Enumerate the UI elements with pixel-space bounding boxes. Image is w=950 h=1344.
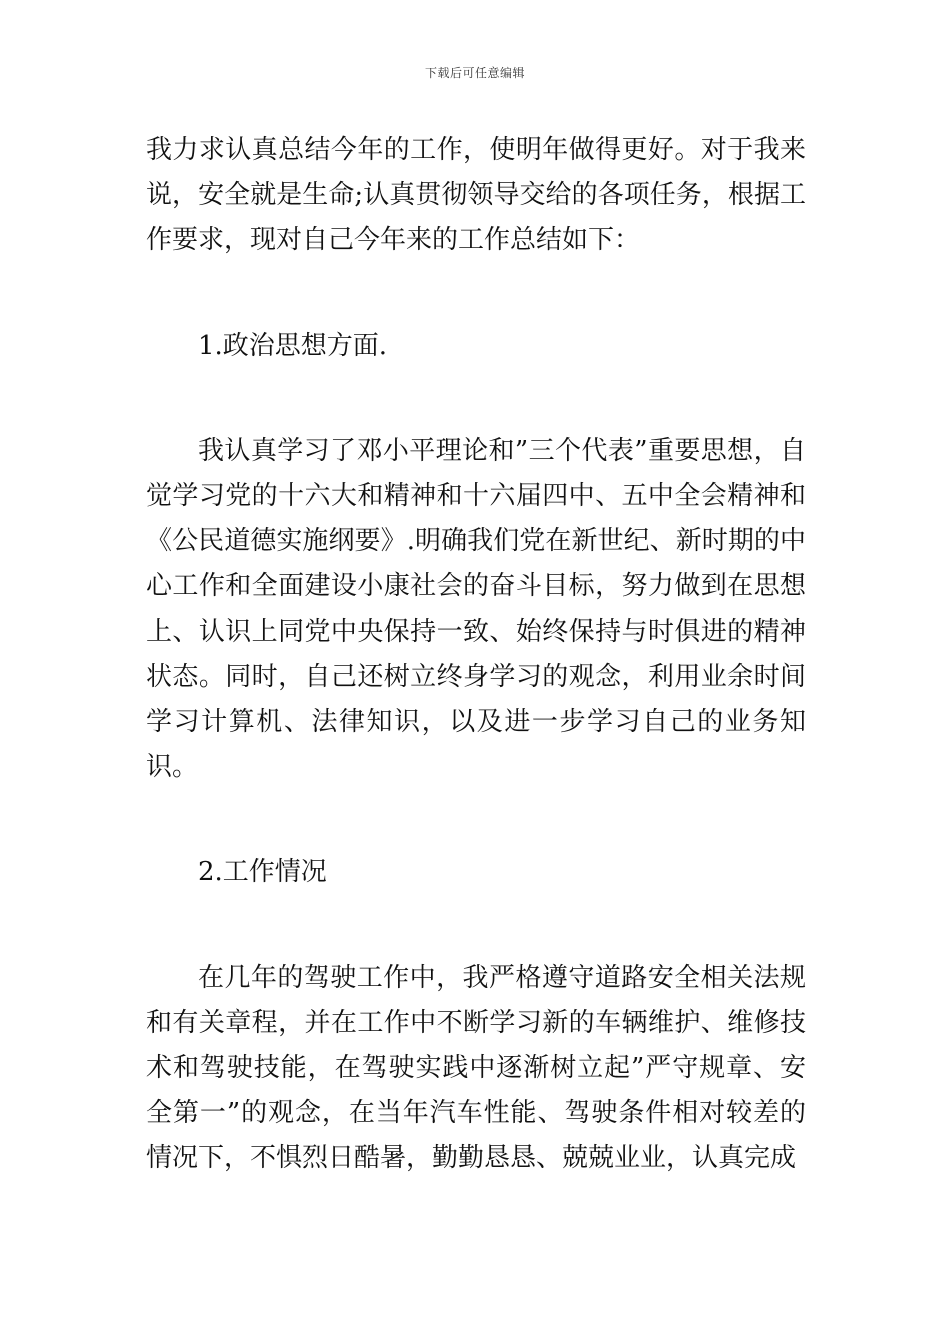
section-heading-work: 2.工作情况 — [198, 857, 327, 888]
paragraph-gap — [146, 790, 806, 850]
paragraph-gap — [146, 369, 806, 429]
work-paragraph: 在几年的驾驶工作中，我严格遵守道路安全相关法规和有关章程，并在工作中不断学习新的车辆维护、维修技术和驾驶技能，在驾驶实践中逐渐树立起”严守规章、安全第一”的观念，在当年汽车性能、驾驶条件相对较差的情况下，不惧烈日酷暑，勤勤恳恳、兢兢业业，认真完成 — [146, 962, 806, 1174]
intro-paragraph: 我力求认真总结今年的工作，使明年做得更好。对于我来说，安全就是生命;认真贯彻领导交给的各项任务，根据工作要求，现对自己今年来的工作总结如下： — [146, 135, 806, 256]
document-body — [146, 128, 806, 1182]
politics-paragraph: 我认真学习了邓小平理论和”三个代表”重要思想，自觉学习党的十六大和精神和十六届四中、五中全会精神和《公民道德实施纲要》.明确我们党在新世纪、新时期的中心工作和全面建设小康社会的奋斗目标，努力做到在思想上、认识上同党中央保持一致、始终保持与时俱进的精神状态。同时，自己还树立终身学习的观念，利用业余时间学习计算机、法律知识，以及进一步学习自己的业务知识。 — [146, 435, 806, 783]
paragraph-gap — [146, 264, 806, 324]
paragraph-gap — [146, 896, 806, 956]
page-header-note: 下载后可任意编辑 — [424, 66, 525, 80]
section-heading-politics: 1.政治思想方面. — [198, 330, 388, 361]
